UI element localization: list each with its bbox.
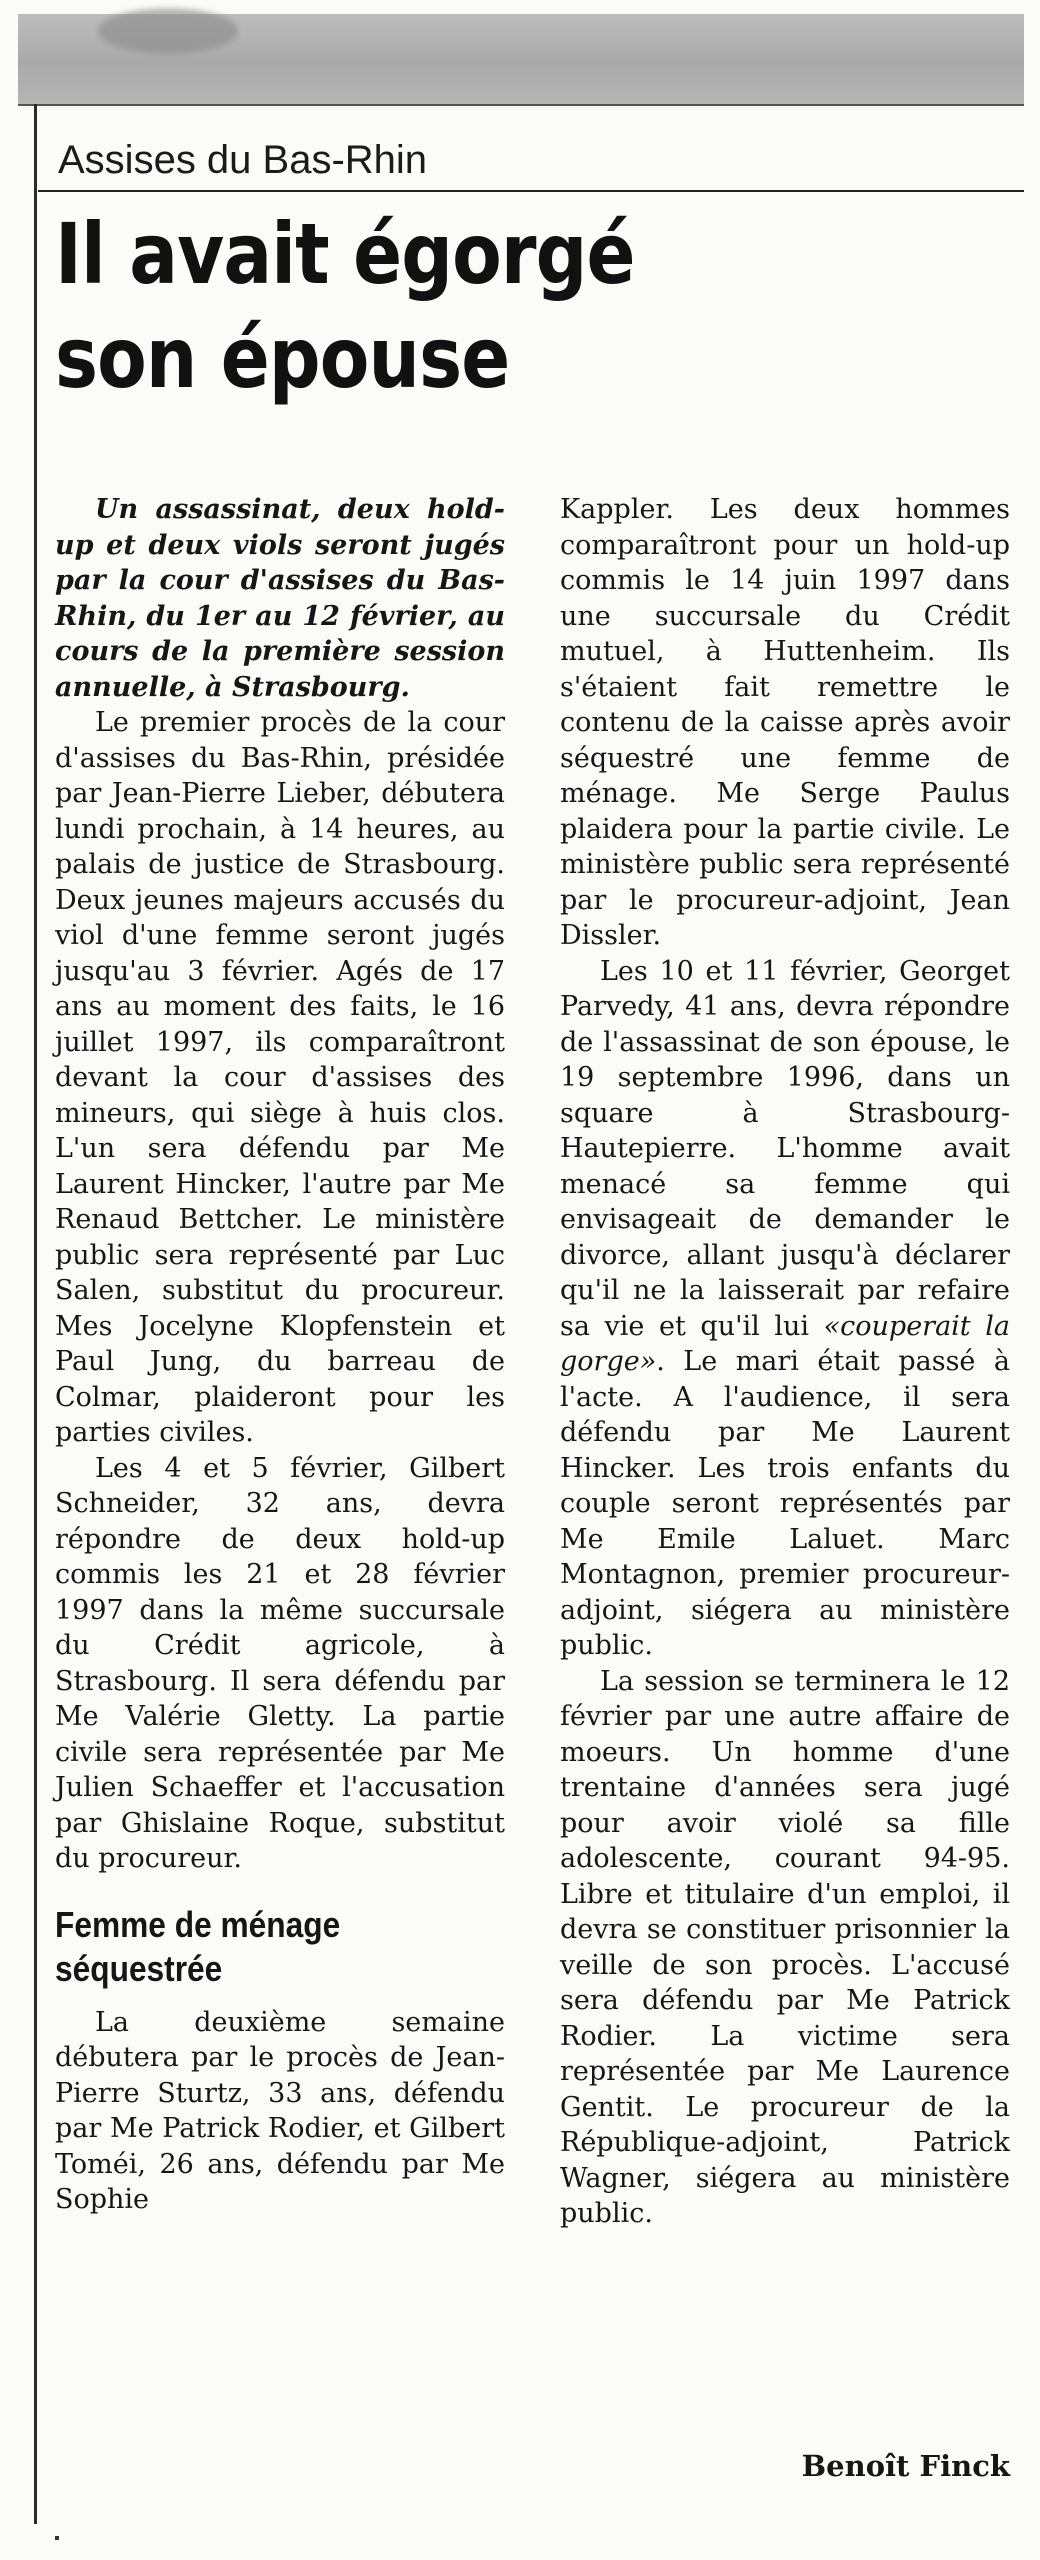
column-rule <box>34 104 37 2524</box>
paragraph-5-text: Les 10 et 11 février, Georget Parvedy, 41 ans, devra répondre de l'assassinat de son épouse, le 19 septembre 1996, dans un square à Strasbourg-Hautepierre. L'homme avait menacé sa femme qui envisageait de demander le divorce, allant jusqu'à déclarer qu'il ne la laisserait par refaire sa vie et qu'il lui <box>560 955 1010 1342</box>
header-band <box>18 14 1024 106</box>
article-column-right <box>560 492 1010 2232</box>
author-byline: Benoît Finck <box>801 2449 1010 2483</box>
headline-line-2: son épouse <box>55 309 510 407</box>
quoted-phrase: «couperait la gorge» <box>560 1310 1010 1377</box>
body-paragraph-5 <box>560 954 1010 1664</box>
body-paragraph-3: La deuxième semaine débutera par le procès de Jean-Pierre Sturtz, 33 ans, défendu par Me Patrick Rodier, et Gilbert Toméi, 26 ans, défendu par Me Sophie <box>55 2006 505 2215</box>
ink-smudge <box>98 8 238 54</box>
subhead-line-2: séquestrée <box>55 1947 223 1989</box>
article-lead: Un assassinat, deux hold-up et deux viols seront jugés par la cour d'assises du Bas-Rhin, du 1er au 12 février, au cours de la première session annuelle, à Strasbourg. <box>55 494 505 703</box>
headline <box>55 202 881 410</box>
body-paragraph-2: Les 4 et 5 février, Gilbert Schneider, 32 ans, devra répondre de deux hold-up commis les 21 et 28 février 1997 dans la même succursale du Crédit agricole, à Strasbourg. Il sera défendu par Me Valérie Gletty. La partie civile sera représentée par Me Julien Schaeffer et l'accusation par Ghislaine Roque, substitut du procureur. <box>55 1452 505 1874</box>
section-subhead <box>55 1903 513 1991</box>
body-paragraph-1: Le premier procès de la cour d'assises du Bas-Rhin, présidée par Jean-Pierre Lieber, débutera lundi prochain, à 14 heures, au palais de justice de Strasbourg. Deux jeunes majeurs accusés du viol d'une femme seront jugés jusqu'au 3 février. Agés de 17 ans au moment des faits, le 16 juillet 1997, ils comparaîtront devant la cour d'assises des mineurs, qui siège à huis clos. L'un sera défendu par Me Laurent Hincker, l'autre par Me Renaud Bettcher. Le ministère public sera représenté par Luc Salen, substitut du procureur. Mes Jocelyne Klopfenstein et Paul Jung, du barreau de Colmar, plaideront pour les parties civiles. <box>55 707 505 1448</box>
headline-line-1: Il avait égorgé <box>55 205 635 303</box>
body-paragraph-6: La session se terminera le 12 février par une autre affaire de moeurs. Un homme d'une trentaine d'années sera jugé pour avoir violé sa fille adolescente, courant 94-95. Libre et titulaire d'un emploi, il devra se constituer prisonnier la veille de son procès. L'accusé sera défendu par Me Patrick Rodier. La victime sera représentée par Me Laurence Gentit. Le procureur de la République-adjoint, Patrick Wagner, siégera au ministère public. <box>560 1665 1010 2229</box>
article-column-left <box>55 492 505 2218</box>
subhead-line-1: Femme de ménage <box>55 1903 341 1945</box>
kicker-divider <box>38 190 1024 192</box>
print-mark <box>55 2536 59 2540</box>
paragraph-5-text-end: . Le mari était passé à l'acte. A l'audience, il sera défendu par Me Laurent Hincker. Les trois enfants du couple seront représentés par Me Emile Laluet. Marc Montagnon, premier procureur-adjoint, siégera au ministère public. <box>560 1346 1010 1661</box>
section-kicker: Assises du Bas-Rhin <box>58 138 428 182</box>
body-paragraph-4: Kappler. Les deux hommes comparaîtront pour un hold-up commis le 14 juin 1997 dans une succursale du Crédit mutuel, à Huttenheim. Ils s'étaient fait remettre le contenu de la caisse après avoir séquestré une femme de ménage. Me Serge Paulus plaidera pour la partie civile. Le ministère public sera représenté par le procureur-adjoint, Jean Dissler. <box>560 494 1010 951</box>
